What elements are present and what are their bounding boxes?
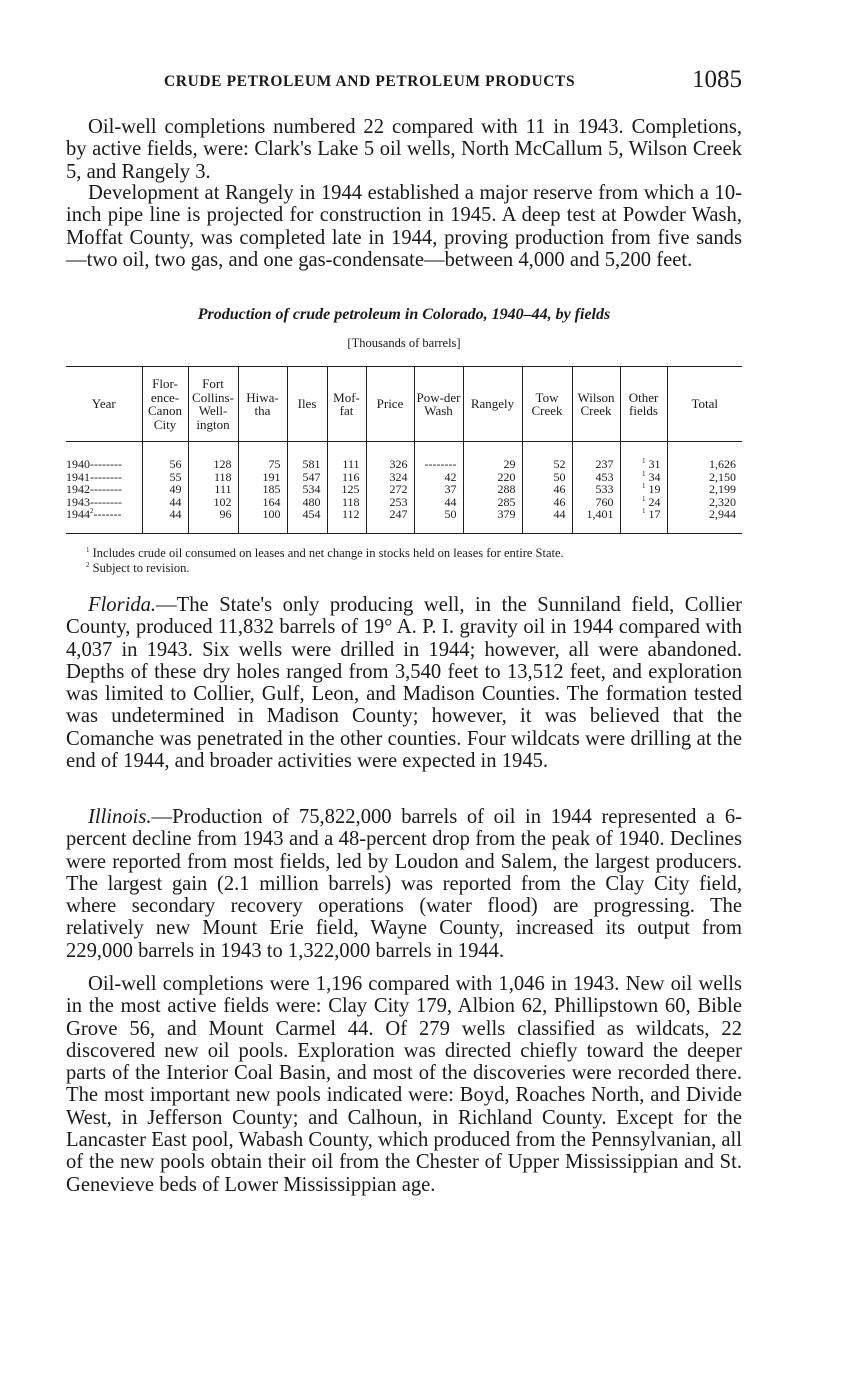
year-value: 1944 <box>66 507 90 521</box>
table-units: [Thousands of barrels] <box>347 336 461 350</box>
column-header: Rangely <box>463 367 522 442</box>
cell: 50 <box>414 508 463 533</box>
other-fields-value: 24 <box>648 494 661 509</box>
paragraph-illinois-completions: Oil-well completions were 1,196 compared with 1,046 in 1943. New oil wells in the most active fields were: Clay City 179, Albion 62, Phillipstown 60, Bible Grove 56, and Mount Carmel 44. Of 279 wells classified as wildcats, 22 discovered new oil pools. Exploration was directed chiefly toward the deeper parts of the Interior Coal Basin, and most of the discoveries were recorded there. The most important new pools indicated were: Boyd, Roaches North, and Divide West, in Jefferson County; and Calhoun, in Richland County. Except for the Lancaster East pool, Wabash County, which produced from the Pennsylvanian, all of the new pools obtain their oil from the Chester of Upper Mississippian and St. Genevieve beds of Lower Mississippian age. <box>66 973 742 1196</box>
footnote <box>86 546 726 561</box>
table-row <box>66 442 742 471</box>
cell: 2,199 <box>667 483 742 496</box>
cell: 237 <box>572 442 620 471</box>
cell: 288 <box>463 483 522 496</box>
cell: 42 <box>414 471 463 484</box>
cell: 247 <box>366 508 414 533</box>
cell: 379 <box>463 508 522 533</box>
cell: 111 <box>188 483 238 496</box>
table-header-row <box>66 367 742 442</box>
cell: 1,401 <box>572 508 620 533</box>
cell: 326 <box>366 442 414 471</box>
cell: 37 <box>414 483 463 496</box>
table-caption: Production of crude petroleum in Colorado, 1940–44, by fields <box>197 306 611 323</box>
cell: 2,150 <box>667 471 742 484</box>
cell: 285 <box>463 496 522 509</box>
cell: 56 <box>142 442 188 471</box>
cell: 185 <box>238 483 287 496</box>
section-lead-florida: Florida. <box>88 594 157 616</box>
cell: 454 <box>287 508 327 533</box>
footnote-mark: 1 <box>86 545 90 554</box>
cell-year: 1944$^2$------- <box>66 507 122 521</box>
column-header: Other fields <box>620 367 667 442</box>
cell: 164 <box>238 496 287 509</box>
cell: 44 <box>142 508 188 533</box>
cell: 125 <box>327 483 366 496</box>
year-value: 1942 <box>66 482 90 496</box>
section-florida <box>66 594 742 772</box>
footnote <box>86 561 726 576</box>
cell: 1,626 <box>667 442 742 471</box>
column-header: Flor-ence-Canon City <box>142 367 188 442</box>
year-value: 1943 <box>66 494 90 509</box>
cell: 128 <box>188 442 238 471</box>
footnote-mark: 1 <box>642 494 646 503</box>
running-header <box>66 64 742 98</box>
cell: 453 <box>572 471 620 484</box>
cell: 324 <box>366 471 414 484</box>
cell: 44 <box>522 508 572 533</box>
cell: 118 <box>188 471 238 484</box>
footnote-text: Subject to revision. <box>92 560 190 575</box>
section-text-florida: —The State's only producing well, in the Sunniland field, Collier County, produced 11,832 barrels of 19° A. P. I. gravity oil in 1944 compared with 4,037 in 1943. Six wells were drilled in 1944; however, all were abandoned. Depths of these dry holes ranged from 3,540 feet to 13,512 feet, and exploration was limited to Collier, Gulf, Leon, and Madison Counties. The formation tested was undetermined in Madison County; however, it was believed that the Comanche was penetrated in the other counties. Four wildcats were drilling at the end of 1944, and broader activities were expected in 1945. <box>66 594 742 773</box>
section-text-illinois: —Production of 75,822,000 barrels of oil in 1944 represented a 6-percent decline from 1943 and a 48-percent drop from the peak of 1940. Declines were reported from most fields, led by Loudon and Salem, the largest producers. The largest gain (2.1 million barrels) was reported from the Clay City field, where secondary recovery operations (water flood) are progressing. The relatively new Mount Erie field, Wayne County, increased its output from 229,000 barrels in 1943 to 1,322,000 barrels in 1944. <box>66 806 742 962</box>
cell: 96 <box>188 508 238 533</box>
cell: 111 <box>327 442 366 471</box>
cell: 220 <box>463 471 522 484</box>
running-title: CRUDE PETROLEUM AND PETROLEUM PRODUCTS <box>164 73 576 90</box>
production-table <box>66 366 742 534</box>
year-value: 1940 <box>66 457 90 471</box>
cell: 581 <box>287 442 327 471</box>
cell: 191 <box>238 471 287 484</box>
footnote-text: Includes crude oil consumed on leases and net change in stocks held on leases for entire State. <box>92 546 564 560</box>
footnote-mark: 1 <box>642 469 646 478</box>
cell: 534 <box>287 483 327 496</box>
cell: 50 <box>522 471 572 484</box>
paragraph-colorado-completions: Oil-well completions numbered 22 compared with 11 in 1943. Completions, by active fields, were: Clark's Lake 5 oil wells, North McCallum 5, Wilson Creek 5, and Rangely 3. <box>66 116 742 183</box>
cell: 116 <box>327 471 366 484</box>
column-header: Year <box>66 367 142 442</box>
cell <box>620 442 667 471</box>
cell: 760 <box>572 496 620 509</box>
column-header: Iles <box>287 367 327 442</box>
cell: 29 <box>463 442 522 471</box>
cell: 102 <box>188 496 238 509</box>
cell: 100 <box>238 508 287 533</box>
cell-year: 1942-------- <box>66 482 122 496</box>
year-value: 1941 <box>66 469 90 484</box>
cell-year: 1943-------- <box>66 494 122 509</box>
cell: 55 <box>142 471 188 484</box>
page-number: 1085 <box>692 66 742 93</box>
cell: 46 <box>522 483 572 496</box>
cell: 49 <box>142 483 188 496</box>
column-header: Hiwa-tha <box>238 367 287 442</box>
cell: 480 <box>287 496 327 509</box>
paragraph-colorado-development: Development at Rangely in 1944 established a major reserve from which a 10-inch pipe line is projected for construction in 1945. A deep test at Powder Wash, Moffat County, was completed late in 1944, proving production from five sands—two oil, two gas, and one gas-condensate—between 4,000 and 5,200 feet. <box>66 182 742 271</box>
column-header: Price <box>366 367 414 442</box>
column-header: Mof-fat <box>327 367 366 442</box>
table-row <box>66 483 742 496</box>
footnote-mark: 1 <box>642 457 646 465</box>
cell: 118 <box>327 496 366 509</box>
cell-year: 1941-------- <box>66 469 122 484</box>
cell: 44 <box>142 496 188 509</box>
table-row <box>66 508 742 533</box>
column-header: Wilson Creek <box>572 367 620 442</box>
cell: 2,944 <box>667 508 742 533</box>
cell: 44 <box>414 496 463 509</box>
column-header: Tow Creek <box>522 367 572 442</box>
table-footnotes <box>86 546 726 575</box>
other-fields-value: 19 <box>648 482 661 496</box>
cell: 112 <box>327 508 366 533</box>
section-illinois <box>66 806 742 962</box>
column-header: Total <box>667 367 742 442</box>
footnote-mark: 2 <box>90 507 94 515</box>
cell: 52 <box>522 442 572 471</box>
other-fields-value: 31 <box>648 457 661 471</box>
section-lead-illinois: Illinois. <box>88 806 152 828</box>
column-header: Pow-der Wash <box>414 367 463 442</box>
cell: -------- <box>414 442 463 471</box>
cell: 75 <box>238 442 287 471</box>
cell: 2,320 <box>667 496 742 509</box>
column-header: Fort Collins-Well-ington <box>188 367 238 442</box>
cell: 533 <box>572 483 620 496</box>
cell <box>620 508 667 533</box>
cell: 46 <box>522 496 572 509</box>
cell: 253 <box>366 496 414 509</box>
cell: 272 <box>366 483 414 496</box>
cell-year: 1940-------- <box>66 457 122 471</box>
footnote-mark: 1 <box>642 507 646 515</box>
other-fields-value: 34 <box>648 469 661 484</box>
footnote-mark: 1 <box>642 482 646 490</box>
footnote-mark: 2 <box>86 560 90 569</box>
cell: 547 <box>287 471 327 484</box>
other-fields-value: 17 <box>648 507 661 521</box>
